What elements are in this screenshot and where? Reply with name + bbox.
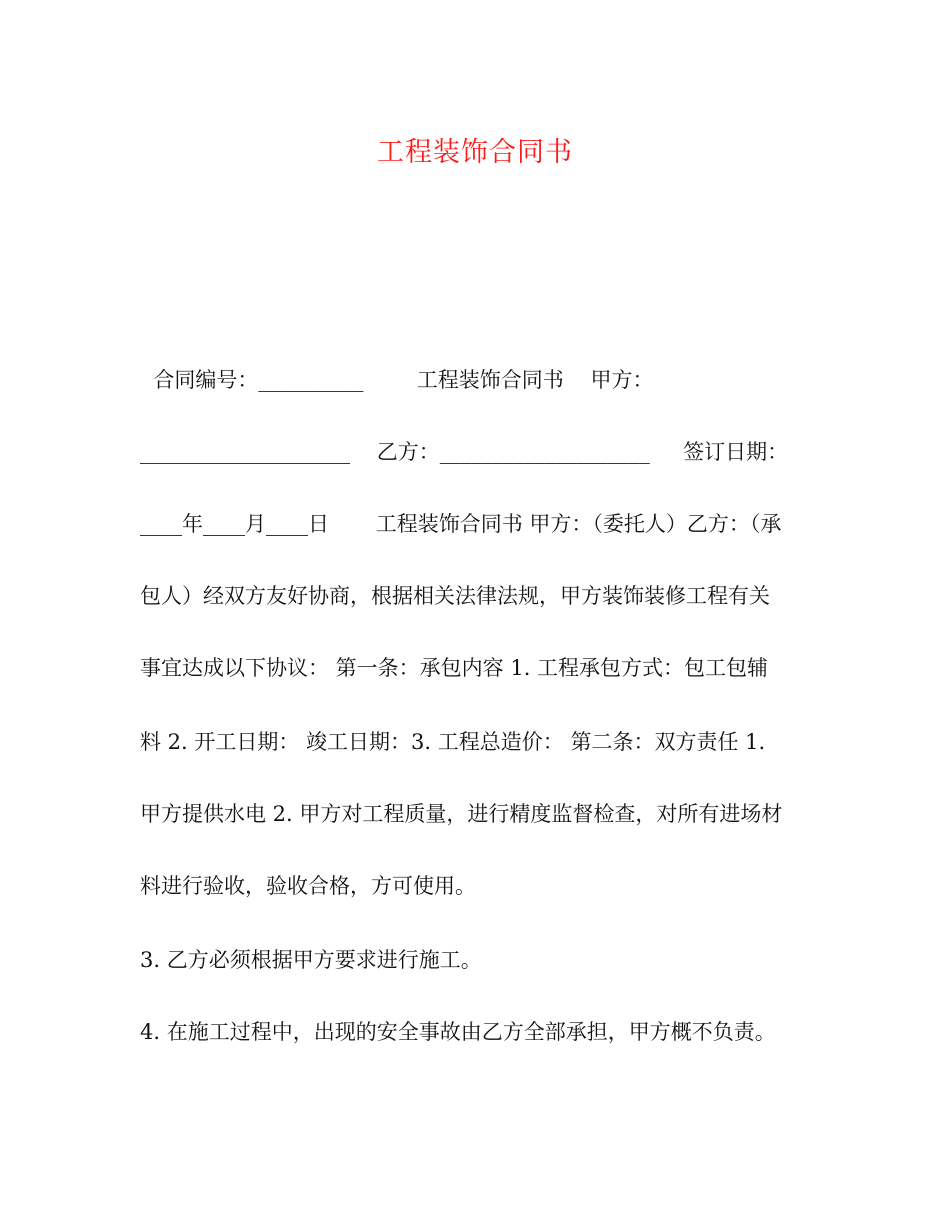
body-line: ____________________ 乙方：____________________ 签订日期：	[140, 440, 789, 464]
body-line: 4. 在施工过程中，出现的安全事故由乙方全部承担，甲方概不负责。	[140, 1020, 776, 1044]
body-line: ____年____月____日 工程装饰合同书 甲方：（委托人）乙方：（承	[140, 512, 782, 536]
body-line: 包人）经双方友好协商，根据相关法律法规，甲方装饰装修工程有关	[140, 584, 770, 608]
body-line: 事宜达成以下协议： 第一条：承包内容 1. 工程承包方式：包工包辅	[140, 656, 769, 680]
document-title: 工程装饰合同书	[377, 137, 573, 168]
body-line: 甲方提供水电 2. 甲方对工程质量，进行精度监督检查，对所有进场材	[140, 802, 783, 826]
body-line: 合同编号：__________ 工程装饰合同书 甲方：	[140, 368, 654, 392]
body-line: 料 2. 开工日期： 竣工日期：3. 工程总造价： 第二条：双方责任 1.	[140, 730, 766, 754]
body-line: 料进行验收，验收合格，方可使用。	[140, 874, 476, 898]
body-line: 3. 乙方必须根据甲方要求进行施工。	[140, 948, 482, 972]
